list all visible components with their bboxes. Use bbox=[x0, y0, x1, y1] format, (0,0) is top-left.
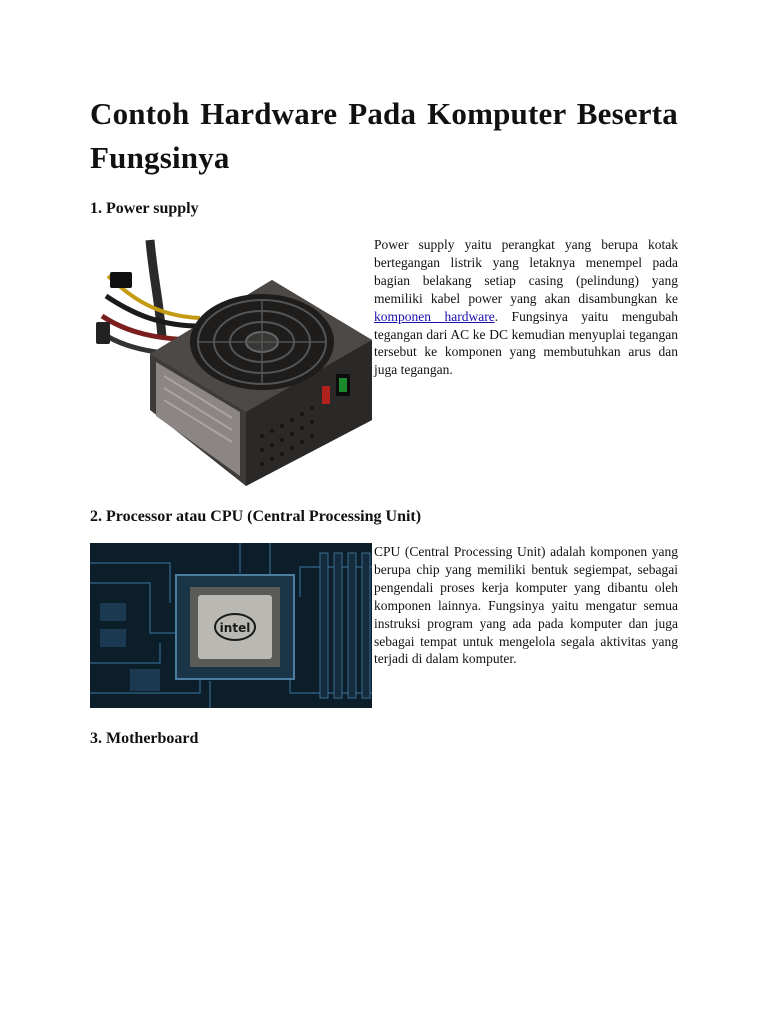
section-heading-motherboard: 3. Motherboard bbox=[90, 730, 199, 747]
page-title: Contoh Hardware Pada Komputer Beserta Fungsinya bbox=[90, 96, 678, 175]
power-supply-image bbox=[90, 236, 372, 486]
cpu-text: CPU (Central Processing Unit) adalah komponen yang berupa chip yang memiliki bentuk segiempat, sebagai pengendali proses kerja komputer yang dibantu oleh komponen lainnya. Fungsinya yaitu mengatur semua instruksi program yang ada pada komputer dan juga sebagai tempat untuk mengelola segala aktivitas yang terjadi di dalam komputer. bbox=[374, 544, 678, 667]
intel-logo-text: intel bbox=[219, 621, 251, 635]
section-heading-power-supply: 1. Power supply bbox=[90, 200, 199, 217]
komponen-hardware-link[interactable]: komponen hardware bbox=[374, 308, 495, 324]
section-heading-cpu: 2. Processor atau CPU (Central Processing Unit) bbox=[90, 508, 422, 525]
power-supply-text-2: . Fungsinya yaitu mengubah tegangan dari AC ke DC kemudian menyuplai tegangan tersebut ke komponen yang membutuhkan arus dan juga tegangan. bbox=[374, 308, 679, 378]
section-body-power-supply bbox=[90, 236, 678, 486]
section-body-cpu bbox=[90, 543, 678, 708]
power-supply-text-1: Power supply yaitu perangkat yang berupa kotak bertegangan listrik yang letaknya menempel pada bagian belakang setiap casing (pelindung) yang memiliki kabel power yang akan disambungkan ke bbox=[374, 237, 678, 306]
cpu-chip-image bbox=[90, 543, 372, 708]
document-content bbox=[90, 92, 678, 749]
